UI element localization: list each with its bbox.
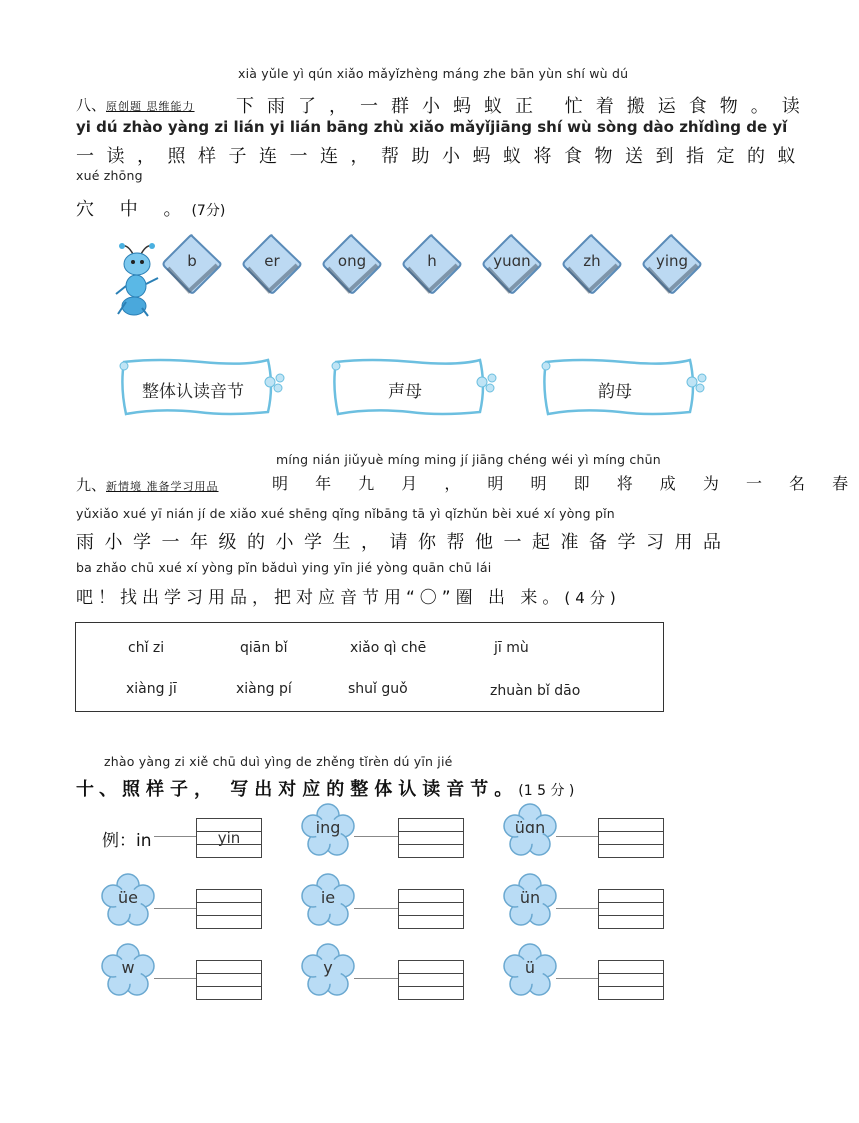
food-card-label: ying [655,252,689,270]
food-card-ying[interactable] [642,234,702,294]
nest-sign-label: 韵母 [598,382,632,402]
answer-box[interactable] [398,818,464,858]
flower-un [504,874,556,926]
food-card-yuan[interactable] [482,234,542,294]
connector-line [556,908,598,909]
connector-line [154,908,196,909]
s9-text-line3 [76,583,621,608]
flower-label: ing [315,818,341,837]
flower-label: ie [320,888,336,907]
word-choice-box [75,622,664,712]
connector-line [154,836,196,837]
flower-label: ü [524,958,536,977]
flower-uan [504,804,556,856]
flower-ie [302,874,354,926]
s8-heading-row [76,94,195,115]
s9-score: (4分) [564,589,621,607]
s9-pinyin-line1: míng nián jiǔyuè míng ming jí jiāng chéng wéi yì míng chūn [276,452,661,467]
example-label: 例：in [102,831,152,851]
s10-heading-row [76,775,574,801]
answer-box[interactable] [196,889,262,929]
food-card-label: h [427,252,437,270]
connector-line [354,978,398,979]
nest-sign-whole-syllable[interactable] [118,356,286,418]
connector-line [556,978,598,979]
answer-box[interactable] [598,960,664,1000]
s10-score: (1 5 分 ) [518,783,575,799]
s8-score: (7分) [191,203,226,219]
s8-pinyin-line2: yi dú zhào yàng zi lián yi lián bāng zhù xiǎo mǎyǐjiāng shí wù sòng dào zhǐdìng de yǐ [76,118,788,136]
word-option[interactable]: jī mù [494,640,529,656]
s8-pinyin-line1: xià yǔle yì qún xiǎo mǎyǐzhèng máng zhe bān yùn shí wù dú [238,66,629,81]
example-answer-box [196,818,262,858]
flower-label: üe [118,888,138,907]
flower-label: ün [519,888,541,907]
word-option[interactable]: zhuàn bǐ dāo [490,683,581,699]
flower-label: y [323,958,333,977]
s9-tag: 新情境 准备学习用品 [106,480,219,493]
s9-text-line2: 雨小学一年级的小学生，请你帮他一起准备学习用品 [76,532,732,553]
s9-number: 九、 [76,476,107,494]
food-card-ong[interactable] [322,234,382,294]
s8-text-line3 [76,195,225,221]
answer-box[interactable] [398,889,464,929]
food-card-label: zh [583,252,601,270]
s9-text-line3-label: 吧！找出学习用品，把对应音节用“〇”圈 出 来。 [76,588,565,608]
s8-text-line1: 下雨了，一群小蚂蚁正 忙着搬运食物。读 [236,96,813,117]
s9-text-line1: 明 年 九 月 ， 明 明 即 将 成 为 一 名 春 [272,474,859,493]
word-option[interactable]: chǐ zi [128,640,165,656]
flower-u-umlaut [504,944,556,996]
s9-heading-row [76,474,219,495]
s8-tag: 原创题 思维能力 [106,100,195,113]
flower-label: üɑn [514,818,546,837]
nest-sign-initial[interactable] [330,356,498,418]
word-option[interactable]: xiàng jī [126,681,177,697]
answer-box[interactable] [398,960,464,1000]
connector-line [354,908,398,909]
flower-ue [102,874,154,926]
flower-label: w [121,958,135,977]
word-option[interactable]: shuǐ guǒ [348,681,408,697]
food-card-h[interactable] [402,234,462,294]
food-card-b[interactable] [162,234,222,294]
nest-sign-final[interactable] [540,356,708,418]
s9-pinyin-line3: ba zhǎo chū xué xí yòng pǐn bǎduì ying yīn jié yòng quān chū lái [76,560,492,575]
word-option[interactable]: xiǎo qì chē [350,640,427,656]
s10-number: 十、 [76,779,122,800]
s8-pinyin-line3: xué zhōng [76,168,143,183]
word-option[interactable]: xiàng pí [236,681,292,697]
s10-title: 照样子， 写出对应的整体认读音节。 [122,779,519,800]
answer-box[interactable] [598,889,664,929]
s8-number: 八、 [76,96,107,114]
food-card-label: b [187,252,197,270]
s8-text-line3-label: 穴 中 。 [76,199,192,220]
ant-icon [112,242,162,318]
word-option[interactable]: qiān bǐ [240,640,288,656]
s8-text-line2: 一读，照样子连一连，帮助小蚂蚁将食物送到指定的蚁 [76,146,808,167]
s10-pinyin-line: zhào yàng zi xiě chū duì yìng de zhěng tǐrèn dú yīn jié [104,754,453,769]
food-card-label: er [264,252,280,270]
food-card-zh[interactable] [562,234,622,294]
food-card-label: ong [337,252,367,270]
nest-sign-label: 整体认读音节 [142,382,244,402]
example-answer: yin [217,829,241,847]
flower-ing [302,804,354,856]
connector-line [354,836,398,837]
connector-line [154,978,196,979]
food-card-label: yuɑn [493,252,531,270]
flower-w [102,944,154,996]
food-card-er[interactable] [242,234,302,294]
answer-box[interactable] [598,818,664,858]
connector-line [556,836,598,837]
flower-y [302,944,354,996]
s9-pinyin-line2: yǔxiǎo xué yī nián jí de xiǎo xué shēng qǐng nǐbāng tā yì qǐzhǔn bèi xué xí yòng pǐn [76,506,615,521]
nest-sign-label: 声母 [388,382,422,402]
answer-box[interactable] [196,960,262,1000]
